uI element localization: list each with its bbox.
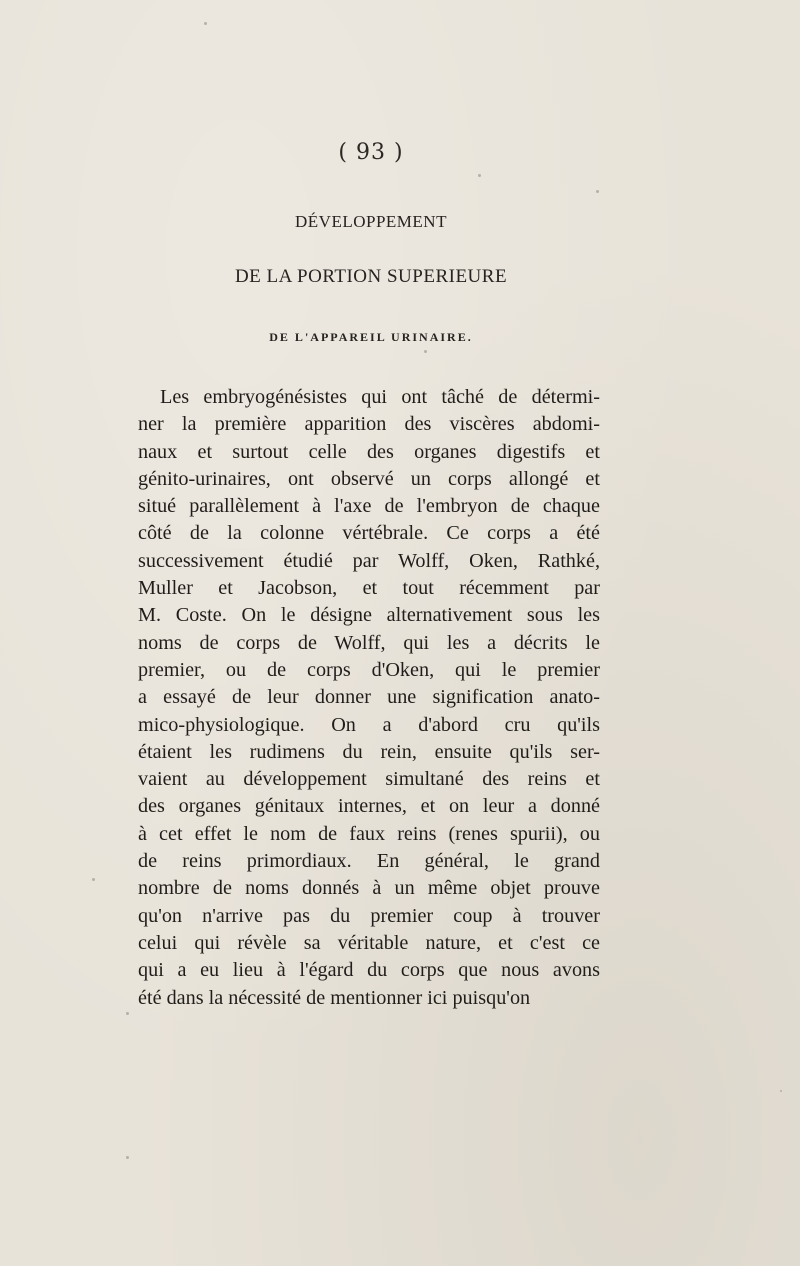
- text-line: des organes génitaux internes, et on leur a donné: [138, 795, 600, 818]
- paper-speck: [126, 1156, 129, 1159]
- paper-speck: [596, 190, 599, 193]
- text-line: successivement étudié par Wolff, Oken, Rathké,: [138, 549, 600, 572]
- text-line: à cet effet le nom de faux reins (renes spurii), ou: [138, 822, 600, 845]
- section-subheading-small: DE L'APPAREIL URINAIRE.: [269, 330, 473, 344]
- text-line: mico-physiologique. On a d'abord cru qu'ils: [138, 713, 600, 736]
- body-paragraph: [138, 384, 600, 1012]
- text-line: a essayé de leur donner une signification anato-: [138, 686, 600, 709]
- paper-speck: [204, 22, 207, 25]
- text-line: qu'on n'arrive pas du premier coup à trouver: [138, 904, 600, 927]
- text-line: noms de corps de Wolff, qui les a décrits le: [138, 631, 600, 654]
- section-heading: DÉVELOPPEMENT: [295, 212, 447, 231]
- text-line: génito-urinaires, ont observé un corps allongé et: [138, 467, 600, 490]
- text-line: situé parallèlement à l'axe de l'embryon de chaque: [138, 495, 600, 518]
- text-line: nombre de noms donnés à un même objet prouve: [138, 877, 600, 900]
- section-subheading: DE LA PORTION SUPERIEURE: [234, 266, 508, 287]
- text-line: été dans la nécessité de mentionner ici puisqu'on: [138, 986, 531, 1009]
- text-line: de reins primordiaux. En général, le grand: [138, 850, 600, 873]
- text-line: qui a eu lieu à l'égard du corps que nous avons: [138, 959, 600, 982]
- text-line: côté de la colonne vértébrale. Ce corps a été: [138, 522, 600, 545]
- text-line: vaient au développement simultané des reins et: [138, 768, 600, 791]
- text-line: naux et surtout celle des organes digestifs et: [138, 440, 600, 463]
- page-number: ( 93 ): [338, 140, 404, 165]
- text-line: ner la première apparition des viscères abdomi-: [138, 413, 600, 436]
- text-line: étaient les rudimens du rein, ensuite qu'ils ser-: [138, 740, 600, 763]
- paper-speck: [478, 174, 481, 177]
- text-line: premier, ou de corps d'Oken, qui le premier: [138, 658, 600, 681]
- text-line: Les embryogénésistes qui ont tâché de détermi-: [160, 386, 600, 408]
- paper-speck: [424, 350, 427, 353]
- paper-speck: [126, 1012, 129, 1015]
- text-line: Muller et Jacobson, et tout récemment par: [138, 577, 600, 600]
- paper-speck: [92, 878, 95, 881]
- paper-speck: [780, 1090, 782, 1092]
- text-line: M. Coste. On le désigne alternativement sous les: [138, 604, 600, 627]
- text-line: celui qui révèle sa véritable nature, et c'est ce: [138, 931, 600, 954]
